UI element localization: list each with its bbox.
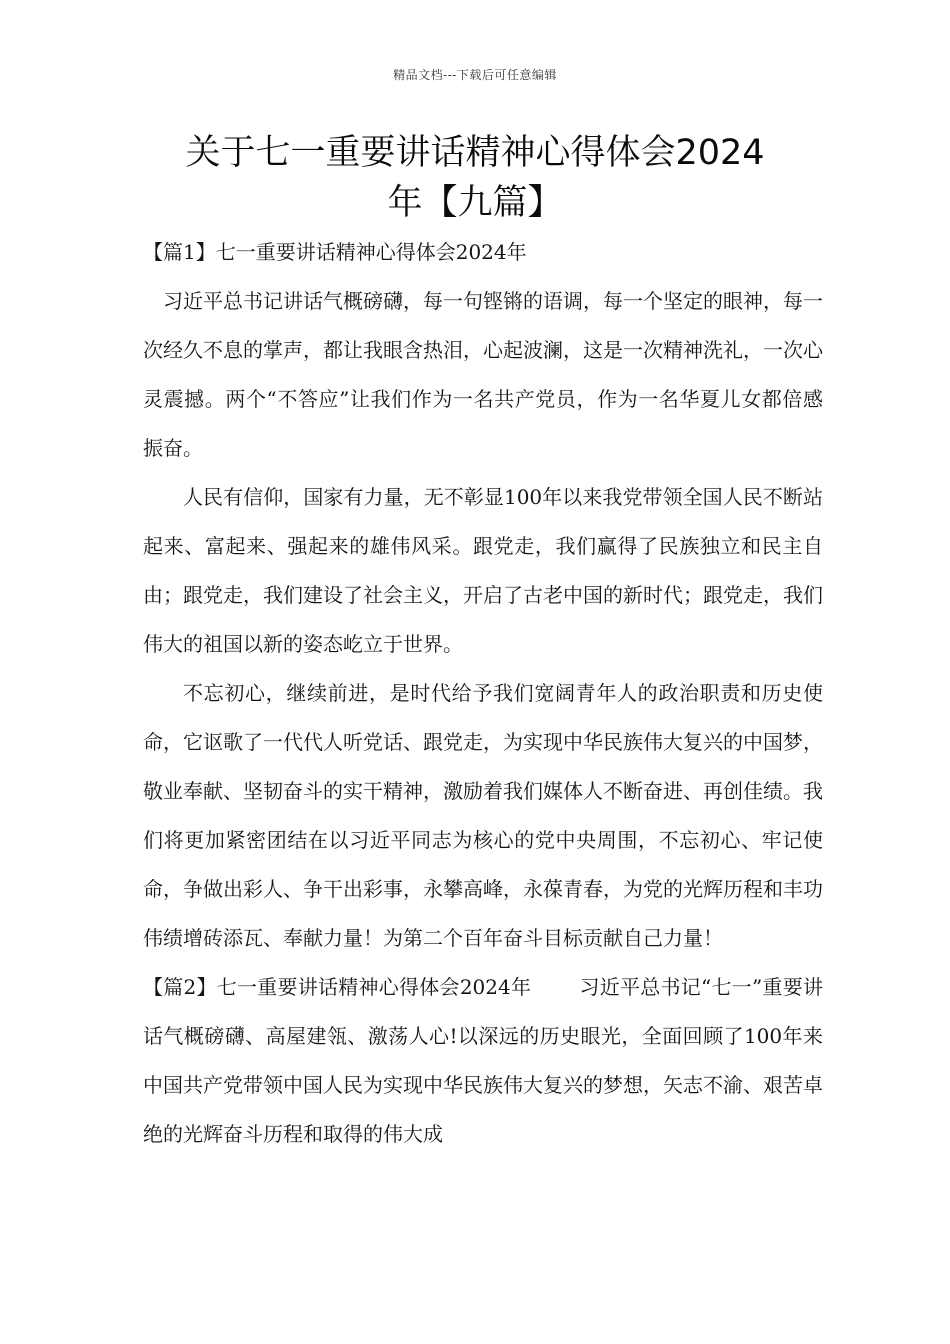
section-2-paragraph-1: 习近平总书记“七一”重要讲话气概磅礴、高屋建瓴、激荡人心!以深远的历史眼光，全面回顾了100年来中国共产党带领中国人民为实现中华民族伟大复兴的梦想，矢志不渝、艰苦卓绝的光辉奋斗历程和取得的伟大成 [143,975,824,1146]
section-2-opening [143,963,823,1159]
title-line-2: 年【九篇】 [387,183,563,223]
document-title [130,128,820,228]
header-note: 精品文档---下载后可任意编辑 [393,68,557,82]
title-line-1: 关于七一重要讲话精神心得体会2024 [185,133,765,173]
section-2-title: 【篇2】七一重要讲话精神心得体会2024年 [143,975,532,999]
section-1-paragraph-3: 不忘初心，继续前进，是时代给予我们宽阔青年人的政治职责和历史使命，它讴歌了一代代人听党话、跟党走，为实现中华民族伟大复兴的中国梦，敬业奉献、坚韧奋斗的实干精神，激励着我们媒体人不断奋进、再创佳绩。我们将更加紧密团结在以习近平同志为核心的党中央周围，不忘初心、牢记使命，争做出彩人、争干出彩事，永攀高峰，永葆青春，为党的光辉历程和丰功伟绩增砖添瓦、奉献力量！为第二个百年奋斗目标贡献自己力量！ [143,681,823,950]
document-body [143,228,823,1159]
section-1-paragraph-1: 习近平总书记讲话气概磅礴，每一句铿锵的语调，每一个坚定的眼神，每一次经久不息的掌声，都让我眼含热泪，心起波澜，这是一次精神洗礼，一次心灵震撼。两个“不答应”让我们作为一名共产党员，作为一名华夏儿女都倍感振奋。 [143,289,823,460]
section-1-paragraph-2: 人民有信仰，国家有力量，无不彰显100年以来我党带领全国人民不断站起来、富起来、强起来的雄伟风采。跟党走，我们赢得了民族独立和民主自由；跟党走，我们建设了社会主义，开启了古老中国的新时代；跟党走，我们伟大的祖国以新的姿态屹立于世界。 [143,485,823,656]
section-1-title: 【篇1】七一重要讲话精神心得体会2024年 [143,240,527,264]
